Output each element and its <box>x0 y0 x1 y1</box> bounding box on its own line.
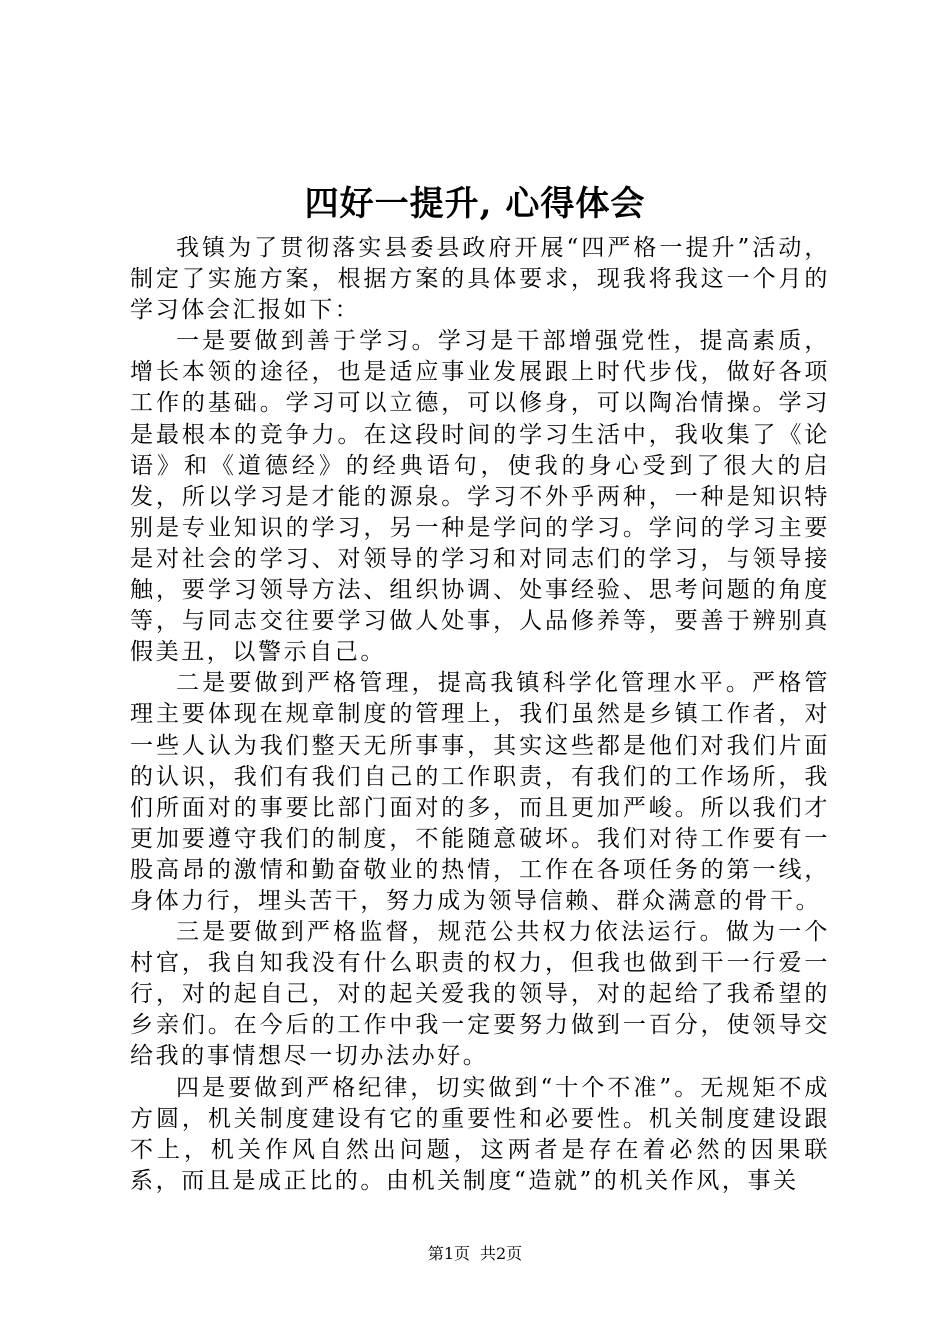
paragraph-point-one: 一是要做到善于学习。学习是干部增强党性，提高素质，增长本领的途径，也是适应事业发展跟上时代步伐，做好各项工作的基础。学习可以立德，可以修身，可以陶冶情操。学习是最根本的竞争力。在这段时间的学习生活中，我收集了《论语》和《道德经》的经典语句，使我的身心受到了很大的启发，所以学习是才能的源泉。学习不外乎两种，一种是知识特别是专业知识的学习，另一种是学问的学习。学问的学习主要是对社会的学习、对领导的学习和对同志们的学习，与领导接触，要学习领导方法、组织协调、处事经验、思考问题的角度等，与同志交往要学习做人处事，人品修养等，要善于辨别真假美丑，以警示自己。 <box>130 328 830 666</box>
page-footer <box>0 1243 950 1265</box>
paragraph-intro: 我镇为了贯彻落实县委县政府开展“四严格一提升”活动，制定了实施方案，根据方案的具体要求，现我将我这一个月的学习体会汇报如下： <box>130 235 830 324</box>
page-number-total: 共2页 <box>480 1244 523 1263</box>
document-body <box>130 233 830 1197</box>
paragraph-point-two: 二是要做到严格管理，提高我镇科学化管理水平。严格管理主要体现在规章制度的管理上，我们虽然是乡镇工作者，对一些人认为我们整天无所事事，其实这些都是他们对我们片面的认识，我们有我们自己的工作职责，有我们的工作场所，我们所面对的事要比部门面对的多，而且更加严峻。所以我们才更加要遵守我们的制度，不能随意破坏。我们对待工作要有一股高昂的激情和勤奋敬业的热情，工作在各项任务的第一线，身体力行，埋头苦干，努力成为领导信赖、群众满意的骨干。 <box>130 670 830 914</box>
paragraph-point-four: 四是要做到严格纪律，切实做到“十个不准”。无规矩不成方圆，机关制度建设有它的重要性和必要性。机关制度建设跟不上，机关作风自然出问题，这两者是存在着必然的因果联系，而且是成正比的。由机关制度“造就”的机关作风，事关 <box>130 1074 830 1194</box>
document-title: 四好一提升, 心得体会 <box>304 184 646 224</box>
paragraph-point-three: 三是要做到严格监督，规范公共权力依法运行。做为一个村官，我自知我没有什么职责的权力，但我也做到干一行爱一行，对的起自己，对的起关爱我的领导，对的起给了我希望的乡亲们。在今后的工作中我一定要努力做到一百分，使领导交给我的事情想尽一切办法办好。 <box>130 919 830 1070</box>
page-number-current: 第1页 <box>427 1244 470 1263</box>
